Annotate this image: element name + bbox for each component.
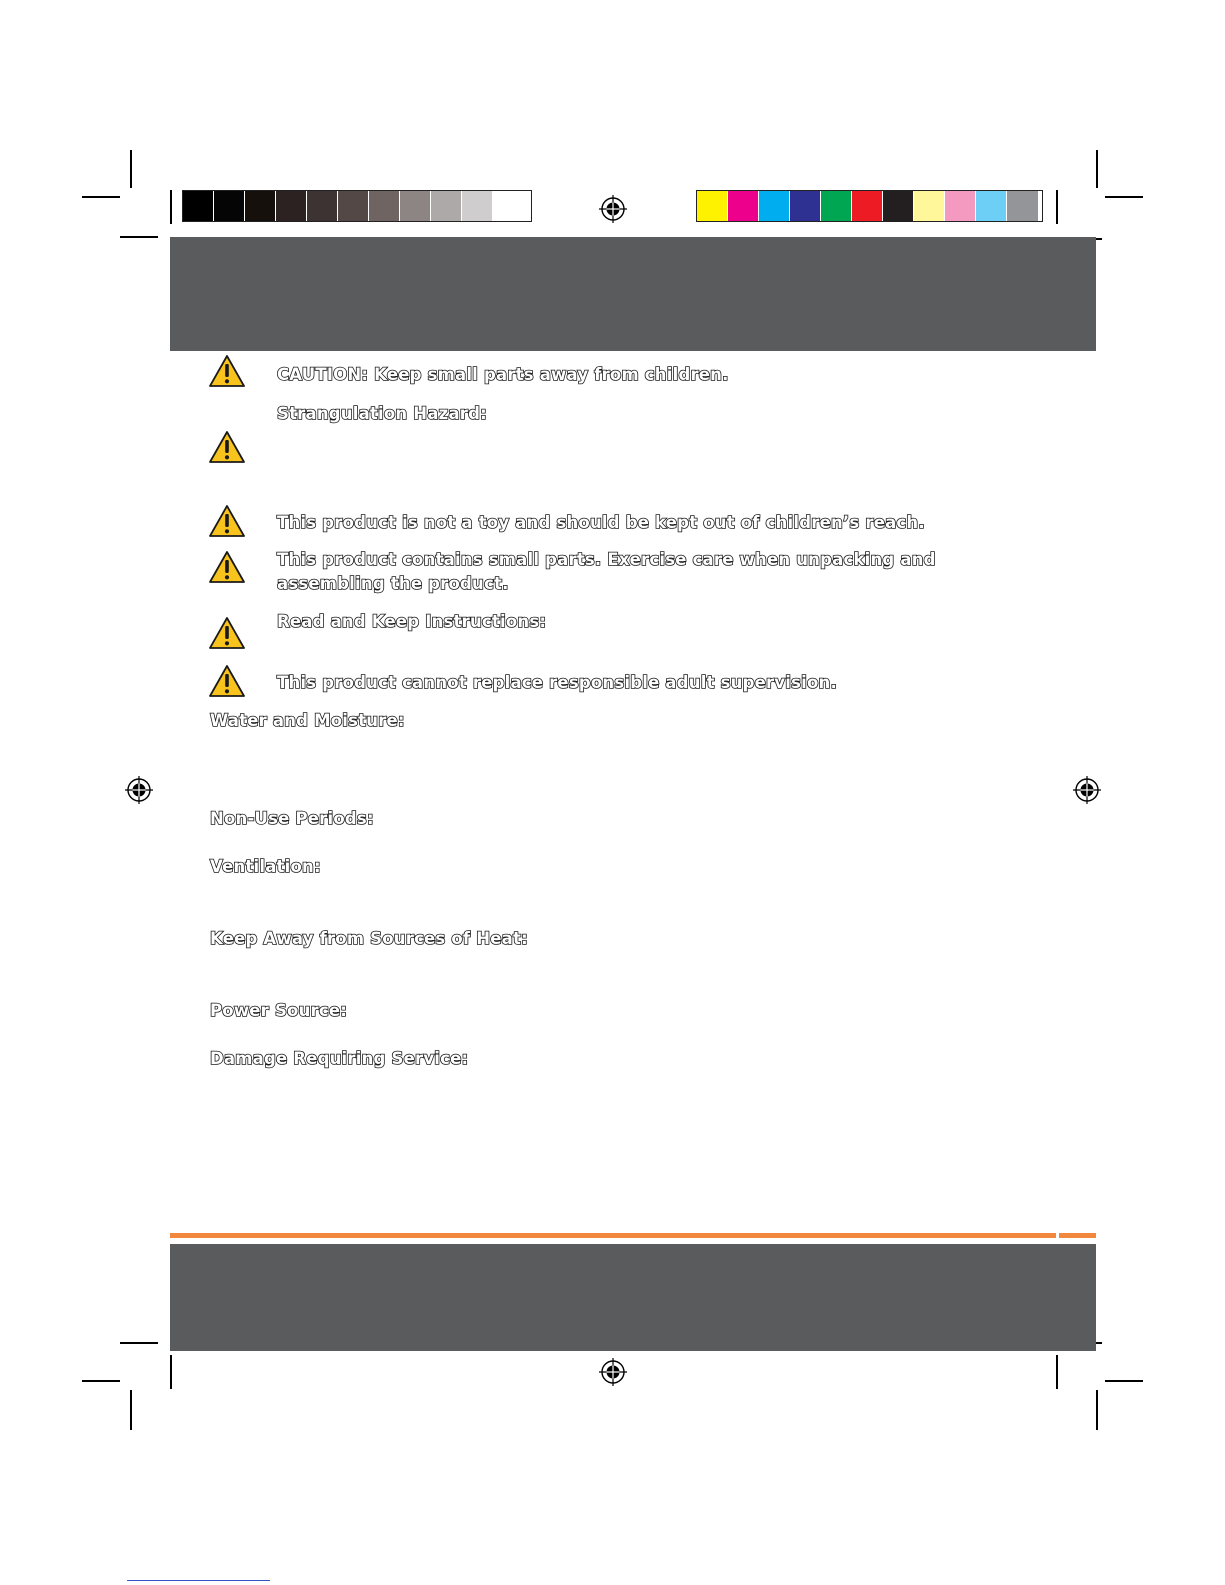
- color-swatch: [914, 191, 945, 221]
- warning-triangle-icon: [208, 504, 246, 538]
- crop-mark: [1096, 1390, 1098, 1430]
- color-swatch: [307, 191, 338, 221]
- crop-mark: [120, 1342, 158, 1344]
- color-swatch: [338, 191, 369, 221]
- section-heading: Power Source:: [210, 1001, 348, 1020]
- color-swatch: [790, 191, 821, 221]
- color-swatch: [945, 191, 976, 221]
- color-swatch: [400, 191, 431, 221]
- crop-mark: [1105, 1380, 1143, 1382]
- section-heading: Damage Requiring Service:: [210, 1049, 469, 1068]
- warning-text: Strangulation Hazard:: [277, 404, 487, 423]
- warning-text: This product cannot replace responsible adult supervision.: [277, 673, 837, 692]
- warning-text: This product contains small parts. Exercise care when unpacking and: [277, 550, 936, 569]
- registration-target-icon: [599, 195, 627, 223]
- crop-mark: [1105, 196, 1143, 198]
- warning-triangle-icon: [208, 354, 246, 388]
- color-swatch: [883, 191, 914, 221]
- color-swatch: [431, 191, 462, 221]
- color-swatch: [852, 191, 883, 221]
- color-swatch: [697, 191, 728, 221]
- crop-mark: [130, 150, 132, 188]
- crop-mark: [82, 196, 120, 198]
- section-heading: Keep Away from Sources of Heat:: [210, 929, 528, 948]
- header-band: [170, 237, 1096, 351]
- color-swatch: [369, 191, 400, 221]
- color-swatch: [276, 191, 307, 221]
- process-color-bar: [696, 190, 1043, 222]
- color-swatch: [1007, 191, 1038, 221]
- section-heading: Non-Use Periods:: [210, 809, 374, 828]
- warning-text: This product is not a toy and should be kept out of children’s reach.: [277, 513, 925, 532]
- section-heading: Ventilation:: [210, 857, 321, 876]
- section-heading: Water and Moisture:: [210, 711, 405, 730]
- registration-target-icon: [599, 1358, 627, 1386]
- footer-accent-line: [170, 1233, 1056, 1238]
- registration-target-icon: [1073, 776, 1101, 804]
- footer-band: [170, 1244, 1096, 1351]
- crop-mark: [1056, 1355, 1058, 1389]
- warning-triangle-icon: [208, 616, 246, 650]
- color-swatch: [493, 191, 524, 221]
- color-swatch: [245, 191, 276, 221]
- color-swatch: [821, 191, 852, 221]
- crop-mark: [170, 190, 172, 224]
- crop-mark: [170, 1355, 172, 1389]
- crop-mark: [120, 236, 158, 238]
- underline-rule: [127, 1580, 270, 1581]
- crop-mark: [82, 1380, 120, 1382]
- crop-mark: [1096, 150, 1098, 188]
- warning-triangle-icon: [208, 664, 246, 698]
- warning-triangle-icon: [208, 550, 246, 584]
- color-swatch: [759, 191, 790, 221]
- color-swatch: [728, 191, 759, 221]
- color-swatch: [462, 191, 493, 221]
- color-swatch: [976, 191, 1007, 221]
- warning-text: CAUTION: Keep small parts away from children.: [277, 365, 729, 384]
- crop-mark: [130, 1390, 132, 1430]
- color-swatch: [214, 191, 245, 221]
- warning-text: assembling the product.: [277, 574, 509, 593]
- warning-triangle-icon: [208, 430, 246, 464]
- footer-accent-line: [1059, 1233, 1096, 1238]
- gray-color-bar: [182, 190, 532, 222]
- crop-mark: [1056, 190, 1058, 224]
- warning-text: Read and Keep Instructions:: [277, 612, 547, 631]
- color-swatch: [183, 191, 214, 221]
- registration-target-icon: [125, 776, 153, 804]
